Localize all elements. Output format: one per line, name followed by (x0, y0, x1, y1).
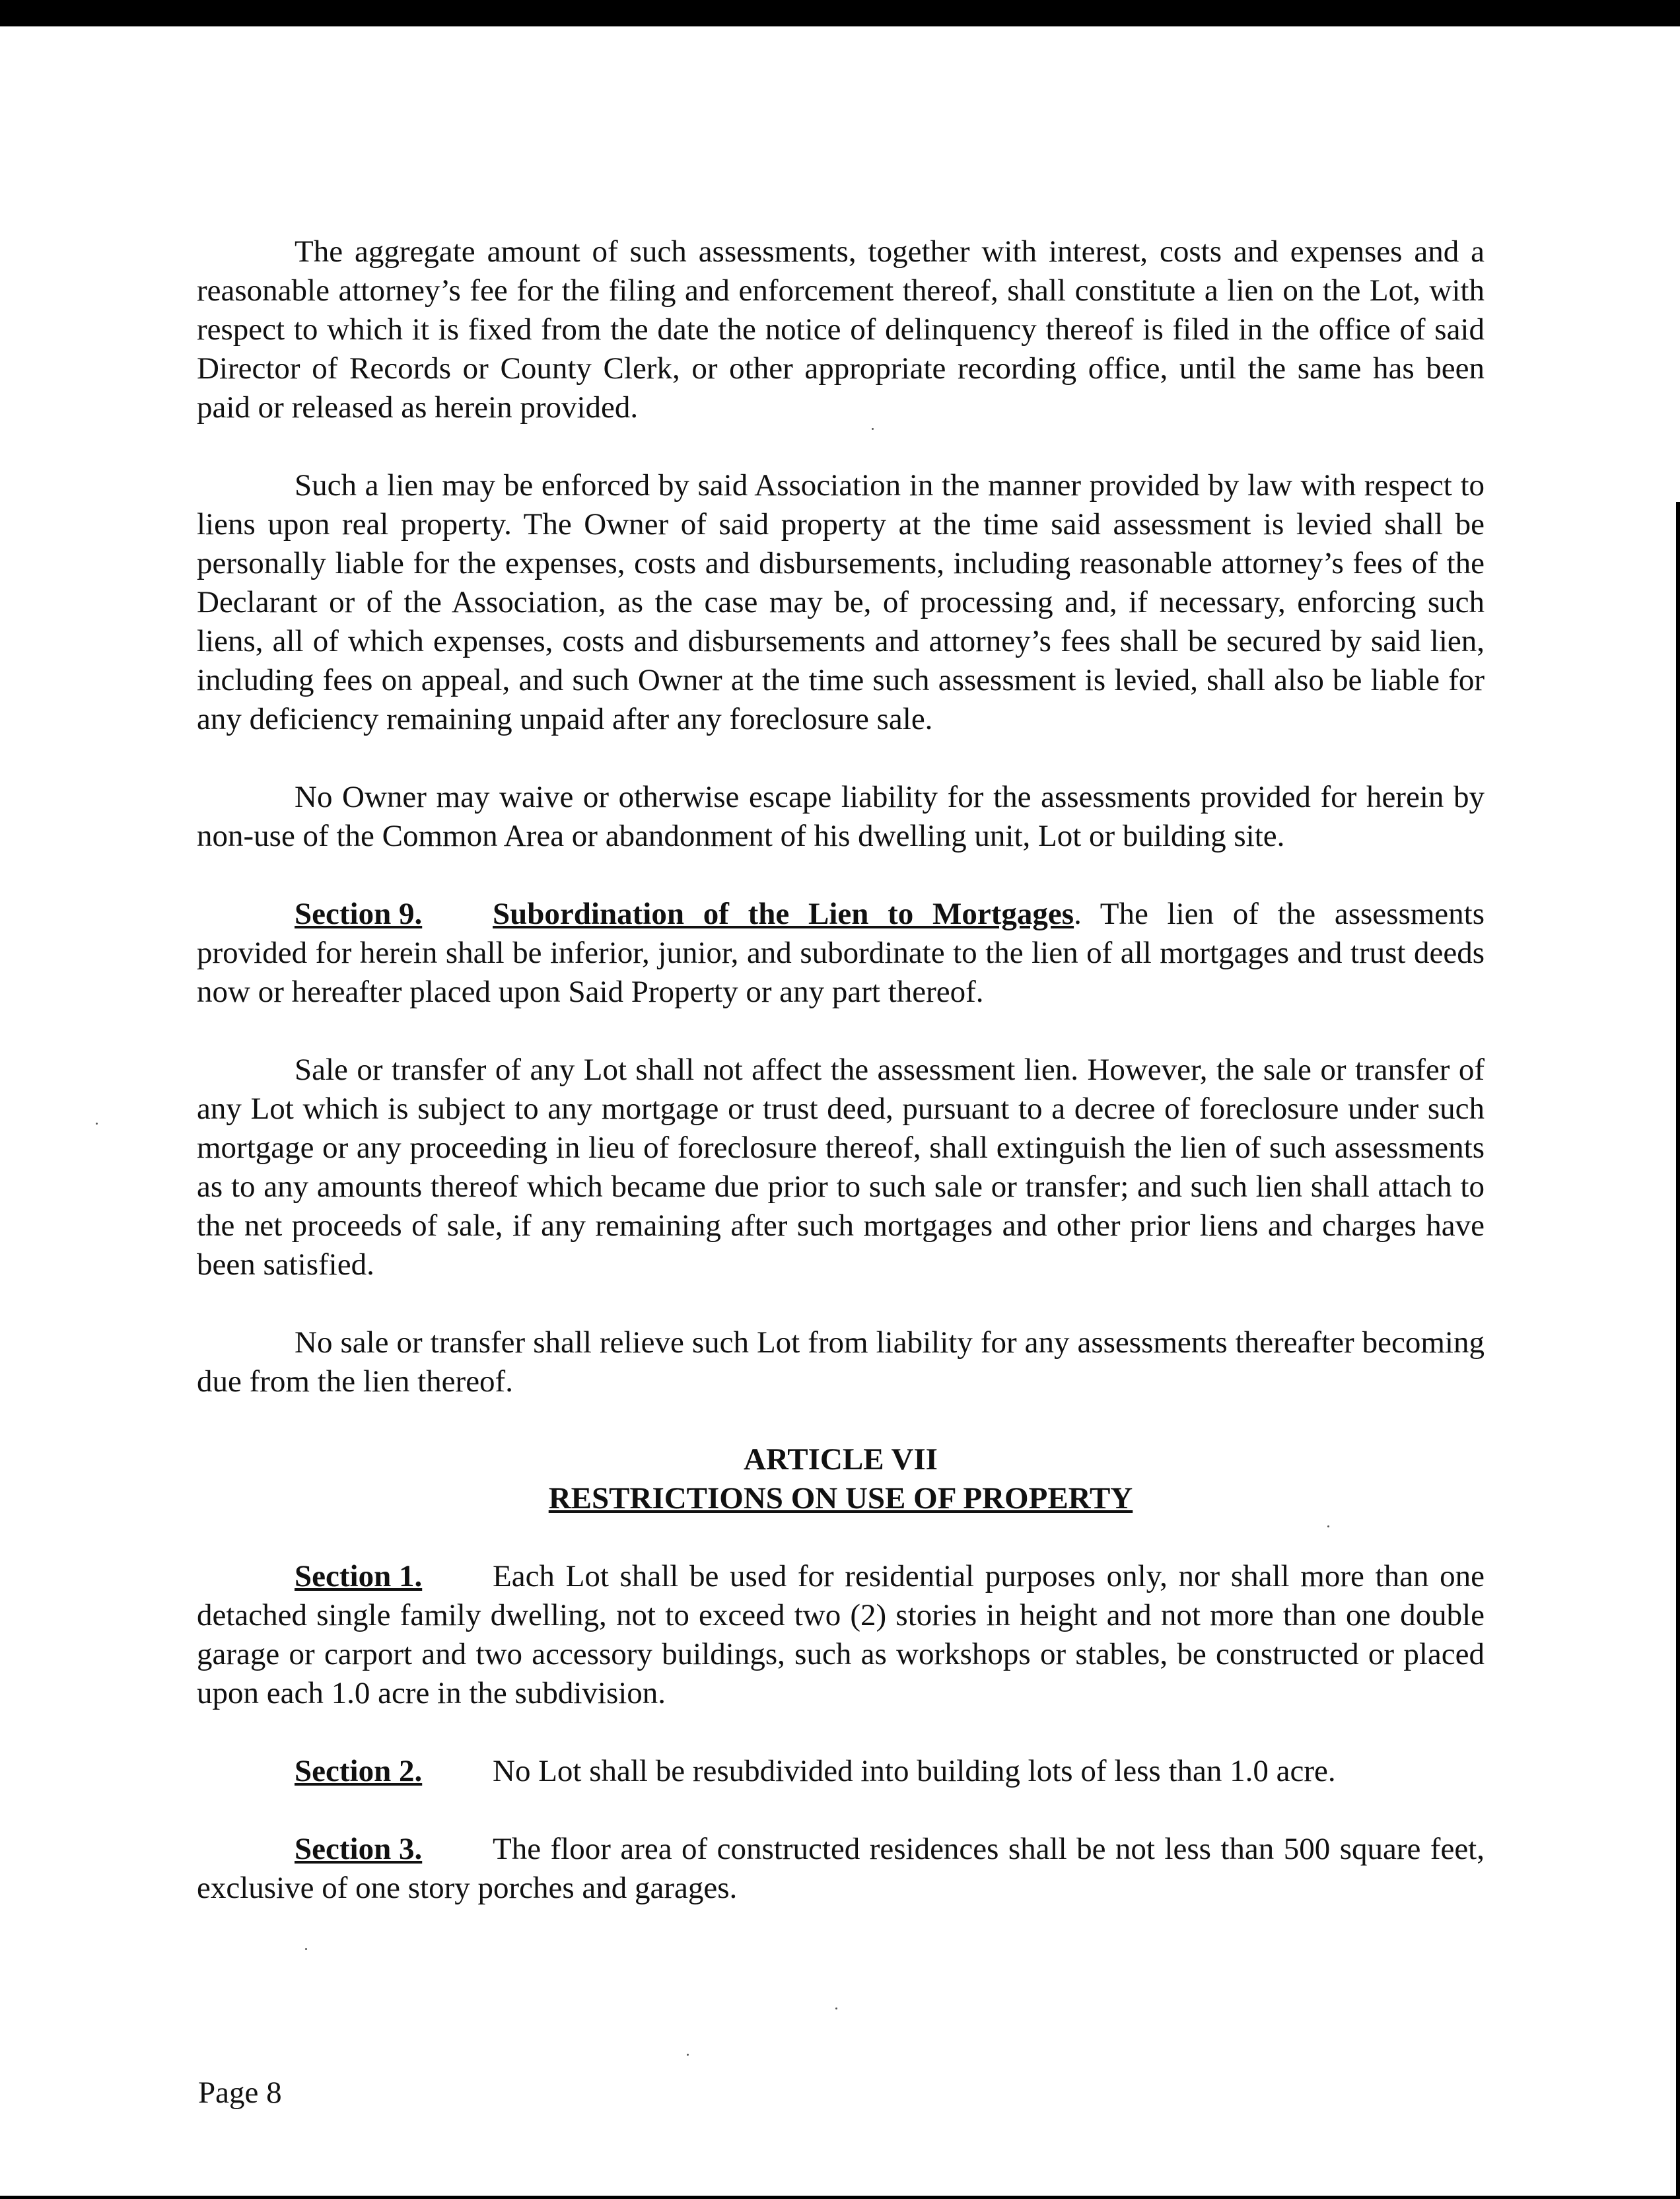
paragraph-no-relief: No sale or transfer shall relieve such Lot from liability for any assessments thereafter becoming due from the lien thereof. (197, 1325, 1485, 1399)
section-2-paragraph (197, 1752, 1485, 1791)
scan-speck (1327, 1525, 1329, 1527)
scan-speck (305, 1948, 307, 1950)
scan-speck (687, 2054, 689, 2056)
section-1-text: Each Lot shall be used for residential purposes only, nor shall more than one detached single family dwelling, not to exceed two (2) stories in height and not more than one double garage or carport and two accessory buildings, such as workshops or stables, be constructed or placed upon each 1.0 acre in the subdivision. (197, 1559, 1485, 1710)
section-9-text: The lien of the assessments provided for herein shall be inferior, junior, and subordinate to the lien of all mortgages and trust deeds now or hereafter placed upon Said Property or any part thereof. (197, 897, 1485, 1009)
paragraph-lien-enforcement: Such a lien may be enforced by said Association in the manner provided by law with respect to liens upon real property. The Owner of said property at the time said assessment is levied shall be personally liable for the expenses, costs and disbursements, including reasonable attorney’s fees of the Declarant or of the Association, as the case may be, of processing and, if necessary, enforcing such liens, all of which expenses, costs and disbursements and attorney’s fees shall be secured by said lien, including fees on appeal, and such Owner at the time such assessment is levied, shall also be liable for any deficiency remaining unpaid after any foreclosure sale. (197, 468, 1485, 736)
article-number: ARTICLE VII (744, 1442, 938, 1477)
section-9-title: Subordination of the Lien to Mortgages (493, 897, 1074, 931)
paragraph-lien-aggregate: The aggregate amount of such assessments, together with interest, costs and expenses and a reasonable attorney’s fee for the filing and enforcement thereof, shall constitute a lien on the Lot, with respect to which it is fixed from the date the notice of delinquency thereof is filed in the office of said Director of Records or County Clerk, or other appropriate recording office, until the same has been paid or released as herein provided. (197, 234, 1485, 425)
section-9-paragraph (197, 895, 1485, 1012)
paragraph-sale-transfer: Sale or transfer of any Lot shall not affect the assessment lien. However, the sale or transfer of any Lot which is subject to any mortgage or trust deed, pursuant to a decree of foreclosure under such mortgage or any proceeding in lieu of foreclosure thereof, shall extinguish the lien of such assessments as to any amounts thereof which became due prior to such sale or transfer; and such lien shall attach to the net proceeds of sale, if any remaining after such mortgages and other prior liens and charges have been satisfied. (197, 1053, 1485, 1282)
document-body (197, 232, 1485, 1947)
page-number: Page 8 (198, 2076, 282, 2110)
section-1-label: Section 1. (295, 1559, 423, 1593)
scan-speck (872, 428, 874, 430)
scan-speck (835, 2007, 837, 2009)
paragraph-no-waiver: No Owner may waive or otherwise escape liability for the assessments provided for herein by non-use of the Common Area or abandonment of his dwelling unit, Lot or building site. (197, 780, 1485, 853)
section-1-paragraph (197, 1557, 1485, 1713)
section-9-title-suffix: . (1074, 897, 1082, 931)
section-3-text: The floor area of constructed residences shall be not less than 500 square feet, exclusive of one story porches and garages. (197, 1832, 1485, 1905)
scan-bottom-border (0, 2196, 1680, 2199)
section-9-label: Section 9. (295, 897, 423, 931)
scan-speck (96, 1123, 98, 1125)
scan-right-border (1676, 502, 1680, 2199)
section-2-text: No Lot shall be resubdivided into building lots of less than 1.0 acre. (493, 1754, 1336, 1788)
article-title: RESTRICTIONS ON USE OF PROPERTY (548, 1481, 1133, 1516)
section-2-label: Section 2. (295, 1754, 423, 1788)
article-heading (197, 1440, 1485, 1518)
section-3-label: Section 3. (295, 1832, 423, 1866)
scan-top-border (0, 0, 1680, 26)
section-3-paragraph (197, 1830, 1485, 1908)
